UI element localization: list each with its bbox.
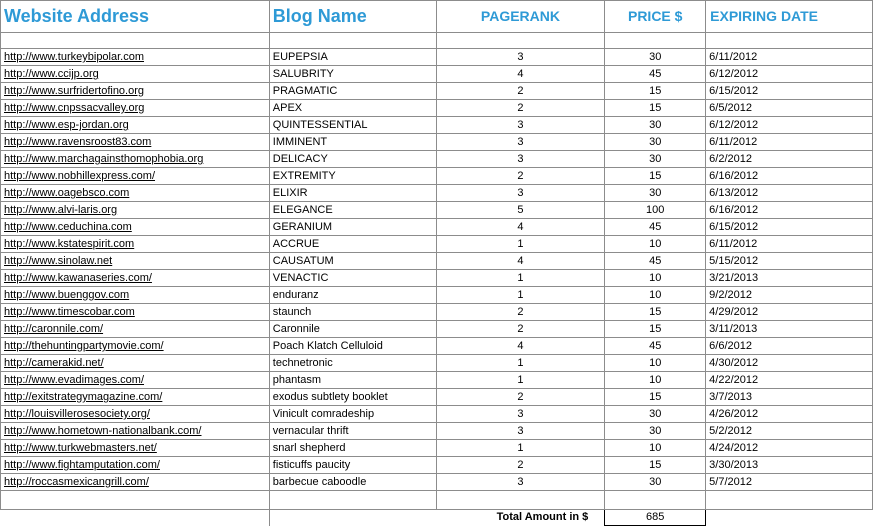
price-cell[interactable]: 15 — [605, 457, 706, 474]
price-cell[interactable]: 10 — [605, 287, 706, 304]
table-row — [1, 151, 873, 168]
price-cell[interactable]: 15 — [605, 304, 706, 321]
price-cell[interactable]: 10 — [605, 236, 706, 253]
pagerank-cell[interactable]: 2 — [436, 321, 605, 338]
price-cell[interactable]: 15 — [605, 100, 706, 117]
table-row — [1, 440, 873, 457]
pagerank-cell[interactable]: 1 — [436, 355, 605, 372]
website-link[interactable]: http://www.evadimages.com/ — [1, 372, 270, 389]
price-cell[interactable]: 10 — [605, 372, 706, 389]
table-row — [1, 83, 873, 100]
blog-name-cell[interactable]: exodus subtlety booklet — [269, 389, 436, 406]
website-link[interactable]: http://www.hometown-nationalbank.com/ — [1, 423, 270, 440]
expiring-date-cell[interactable]: 4/22/2012 — [706, 372, 873, 389]
blog-name-cell[interactable]: Caronnile — [269, 321, 436, 338]
pagerank-cell[interactable]: 2 — [436, 457, 605, 474]
website-link[interactable]: http://www.kawanaseries.com/ — [1, 270, 270, 287]
table-row — [1, 185, 873, 202]
table-row — [1, 49, 873, 66]
website-link[interactable]: http://www.esp-jordan.org — [1, 117, 270, 134]
table-row — [1, 406, 873, 423]
table-row — [1, 236, 873, 253]
pagerank-cell[interactable]: 2 — [436, 389, 605, 406]
header-expiring: EXPIRING DATE — [706, 1, 873, 33]
pagerank-cell[interactable]: 1 — [436, 270, 605, 287]
expiring-date-cell[interactable]: 4/29/2012 — [706, 304, 873, 321]
blog-name-cell[interactable]: DELICACY — [269, 151, 436, 168]
website-link[interactable]: http://camerakid.net/ — [1, 355, 270, 372]
price-cell[interactable]: 15 — [605, 168, 706, 185]
pagerank-cell[interactable]: 3 — [436, 185, 605, 202]
pagerank-cell[interactable]: 3 — [436, 423, 605, 440]
website-link[interactable]: http://www.ceduchina.com — [1, 219, 270, 236]
price-cell[interactable]: 100 — [605, 202, 706, 219]
empty-cell[interactable] — [436, 33, 605, 49]
expiring-date-cell[interactable]: 3/30/2013 — [706, 457, 873, 474]
pagerank-cell[interactable]: 5 — [436, 202, 605, 219]
price-cell[interactable]: 10 — [605, 355, 706, 372]
website-link[interactable]: http://www.sinolaw.net — [1, 253, 270, 270]
header-price: PRICE $ — [605, 1, 706, 33]
empty-cell — [1, 510, 270, 526]
expiring-date-cell[interactable]: 6/16/2012 — [706, 168, 873, 185]
price-cell[interactable]: 45 — [605, 66, 706, 83]
price-cell[interactable]: 45 — [605, 338, 706, 355]
website-link[interactable]: http://www.timescobar.com — [1, 304, 270, 321]
pagerank-cell[interactable]: 3 — [436, 151, 605, 168]
total-label: Total Amount in $ — [269, 510, 605, 526]
website-link[interactable]: http://www.kstatespirit.com — [1, 236, 270, 253]
table-row — [1, 168, 873, 185]
table-row — [1, 66, 873, 83]
price-cell[interactable]: 45 — [605, 219, 706, 236]
blog-name-cell[interactable]: snarl shepherd — [269, 440, 436, 457]
website-link[interactable]: http://thehuntingpartymovie.com/ — [1, 338, 270, 355]
blog-name-cell[interactable]: Poach Klatch Celluloid — [269, 338, 436, 355]
blog-name-cell[interactable]: ACCRUE — [269, 236, 436, 253]
expiring-date-cell[interactable]: 5/2/2012 — [706, 423, 873, 440]
empty-cell[interactable] — [269, 33, 436, 49]
table-row — [1, 338, 873, 355]
empty-cell[interactable] — [1, 491, 270, 510]
website-link[interactable]: http://louisvillerosesociety.org/ — [1, 406, 270, 423]
table-row — [1, 100, 873, 117]
website-link[interactable]: http://www.nobhillexpress.com/ — [1, 168, 270, 185]
price-cell[interactable]: 10 — [605, 270, 706, 287]
blog-name-cell[interactable]: QUINTESSENTIAL — [269, 117, 436, 134]
expiring-date-cell[interactable]: 4/26/2012 — [706, 406, 873, 423]
header-website: Website Address — [1, 1, 270, 33]
website-link[interactable]: http://www.alvi-laris.org — [1, 202, 270, 219]
pagerank-cell[interactable]: 1 — [436, 236, 605, 253]
expiring-date-cell[interactable]: 6/2/2012 — [706, 151, 873, 168]
table-row — [1, 372, 873, 389]
blog-name-cell[interactable]: EUPEPSIA — [269, 49, 436, 66]
expiring-date-cell[interactable]: 6/13/2012 — [706, 185, 873, 202]
website-link[interactable]: http://www.marchagainsthomophobia.org — [1, 151, 270, 168]
table-row — [1, 202, 873, 219]
blog-name-cell[interactable]: technetronic — [269, 355, 436, 372]
table-row — [1, 389, 873, 406]
website-link[interactable]: http://caronnile.com/ — [1, 321, 270, 338]
pagerank-cell[interactable]: 2 — [436, 83, 605, 100]
price-cell[interactable]: 30 — [605, 474, 706, 491]
table-row — [1, 270, 873, 287]
pagerank-cell[interactable]: 4 — [436, 253, 605, 270]
price-cell[interactable]: 10 — [605, 440, 706, 457]
table-row — [1, 134, 873, 151]
pagerank-cell[interactable]: 2 — [436, 168, 605, 185]
website-link[interactable]: http://www.ccijp.org — [1, 66, 270, 83]
expiring-date-cell[interactable]: 6/12/2012 — [706, 117, 873, 134]
empty-cell[interactable] — [706, 491, 873, 510]
blog-name-cell[interactable]: ELEGANCE — [269, 202, 436, 219]
table-row — [1, 321, 873, 338]
empty-cell[interactable] — [605, 491, 706, 510]
expiring-date-cell[interactable]: 3/7/2013 — [706, 389, 873, 406]
total-amount[interactable]: 685 — [605, 510, 706, 526]
price-cell[interactable]: 30 — [605, 134, 706, 151]
website-link[interactable]: http://exitstrategymagazine.com/ — [1, 389, 270, 406]
blog-name-cell[interactable]: CAUSATUM — [269, 253, 436, 270]
header-blog: Blog Name — [269, 1, 436, 33]
price-cell[interactable]: 30 — [605, 49, 706, 66]
table-row — [1, 355, 873, 372]
pagerank-cell[interactable]: 4 — [436, 219, 605, 236]
pagerank-cell[interactable]: 3 — [436, 49, 605, 66]
price-cell[interactable]: 30 — [605, 117, 706, 134]
table-row — [1, 117, 873, 134]
pagerank-cell[interactable]: 1 — [436, 372, 605, 389]
empty-cell[interactable] — [706, 33, 873, 49]
table-row — [1, 287, 873, 304]
price-cell[interactable]: 15 — [605, 321, 706, 338]
expiring-date-cell[interactable]: 5/7/2012 — [706, 474, 873, 491]
expiring-date-cell[interactable]: 4/24/2012 — [706, 440, 873, 457]
blog-name-cell[interactable]: IMMINENT — [269, 134, 436, 151]
price-cell[interactable]: 15 — [605, 389, 706, 406]
expiring-date-cell[interactable]: 4/30/2012 — [706, 355, 873, 372]
price-cell[interactable]: 30 — [605, 406, 706, 423]
pagerank-cell[interactable]: 3 — [436, 406, 605, 423]
website-link[interactable]: http://roccasmexicangrill.com/ — [1, 474, 270, 491]
table-row — [1, 474, 873, 491]
expiring-date-cell[interactable]: 6/5/2012 — [706, 100, 873, 117]
table-row — [1, 219, 873, 236]
blog-name-cell[interactable]: GERANIUM — [269, 219, 436, 236]
website-link[interactable]: http://www.turkwebmasters.net/ — [1, 440, 270, 457]
table-row — [1, 423, 873, 440]
empty-cell[interactable] — [1, 33, 270, 49]
website-link[interactable]: http://www.fightamputation.com/ — [1, 457, 270, 474]
blog-name-cell[interactable]: phantasm — [269, 372, 436, 389]
blog-name-cell[interactable]: fisticuffs paucity — [269, 457, 436, 474]
pagerank-cell[interactable]: 4 — [436, 66, 605, 83]
expiring-date-cell[interactable]: 6/16/2012 — [706, 202, 873, 219]
price-cell[interactable]: 15 — [605, 83, 706, 100]
empty-cell — [706, 510, 873, 526]
pagerank-cell[interactable]: 3 — [436, 134, 605, 151]
expiring-date-cell[interactable]: 6/15/2012 — [706, 83, 873, 100]
pagerank-cell[interactable]: 2 — [436, 304, 605, 321]
empty-cell[interactable] — [269, 491, 436, 510]
blog-name-cell[interactable]: barbecue caboodle — [269, 474, 436, 491]
expiring-date-cell[interactable]: 6/6/2012 — [706, 338, 873, 355]
empty-cell[interactable] — [605, 33, 706, 49]
expiring-date-cell[interactable]: 9/2/2012 — [706, 287, 873, 304]
blog-name-cell[interactable]: SALUBRITY — [269, 66, 436, 83]
header-pagerank: PAGERANK — [436, 1, 605, 33]
pagerank-cell[interactable]: 2 — [436, 100, 605, 117]
website-link[interactable]: http://www.ravensroost83.com — [1, 134, 270, 151]
blog-name-cell[interactable]: vernacular thrift — [269, 423, 436, 440]
empty-row — [1, 491, 873, 510]
table-row — [1, 304, 873, 321]
price-cell[interactable]: 30 — [605, 423, 706, 440]
pagerank-cell[interactable]: 1 — [436, 287, 605, 304]
expiring-date-cell[interactable]: 6/11/2012 — [706, 134, 873, 151]
expiring-date-cell[interactable]: 5/15/2012 — [706, 253, 873, 270]
pagerank-cell[interactable]: 4 — [436, 338, 605, 355]
total-row — [1, 510, 873, 526]
expiring-date-cell[interactable]: 6/15/2012 — [706, 219, 873, 236]
pagerank-cell[interactable]: 1 — [436, 440, 605, 457]
blog-name-cell[interactable]: Vinicult comradeship — [269, 406, 436, 423]
expiring-date-cell[interactable]: 6/11/2012 — [706, 49, 873, 66]
pagerank-cell[interactable]: 3 — [436, 474, 605, 491]
empty-cell[interactable] — [436, 491, 605, 510]
blog-name-cell[interactable]: APEX — [269, 100, 436, 117]
table-row — [1, 253, 873, 270]
website-link[interactable]: http://www.turkeybipolar.com — [1, 49, 270, 66]
blog-name-cell[interactable]: PRAGMATIC — [269, 83, 436, 100]
website-link[interactable]: http://www.cnpssacvalley.org — [1, 100, 270, 117]
blog-name-cell[interactable]: staunch — [269, 304, 436, 321]
header-row — [1, 1, 873, 33]
blog-name-cell[interactable]: EXTREMITY — [269, 168, 436, 185]
expiring-date-cell[interactable]: 3/11/2013 — [706, 321, 873, 338]
blog-name-cell[interactable]: VENACTIC — [269, 270, 436, 287]
price-cell[interactable]: 45 — [605, 253, 706, 270]
spacer-row — [1, 33, 873, 49]
expiring-date-cell[interactable]: 6/12/2012 — [706, 66, 873, 83]
table-row — [1, 457, 873, 474]
expiring-date-cell[interactable]: 3/21/2013 — [706, 270, 873, 287]
pagerank-cell[interactable]: 3 — [436, 117, 605, 134]
website-link[interactable]: http://www.surfridertofino.org — [1, 83, 270, 100]
blog-name-cell[interactable]: enduranz — [269, 287, 436, 304]
expiring-date-cell[interactable]: 6/11/2012 — [706, 236, 873, 253]
blog-name-cell[interactable]: ELIXIR — [269, 185, 436, 202]
website-link[interactable]: http://www.buenggov.com — [1, 287, 270, 304]
website-link[interactable]: http://www.oagebsco.com — [1, 185, 270, 202]
price-cell[interactable]: 30 — [605, 185, 706, 202]
price-cell[interactable]: 30 — [605, 151, 706, 168]
